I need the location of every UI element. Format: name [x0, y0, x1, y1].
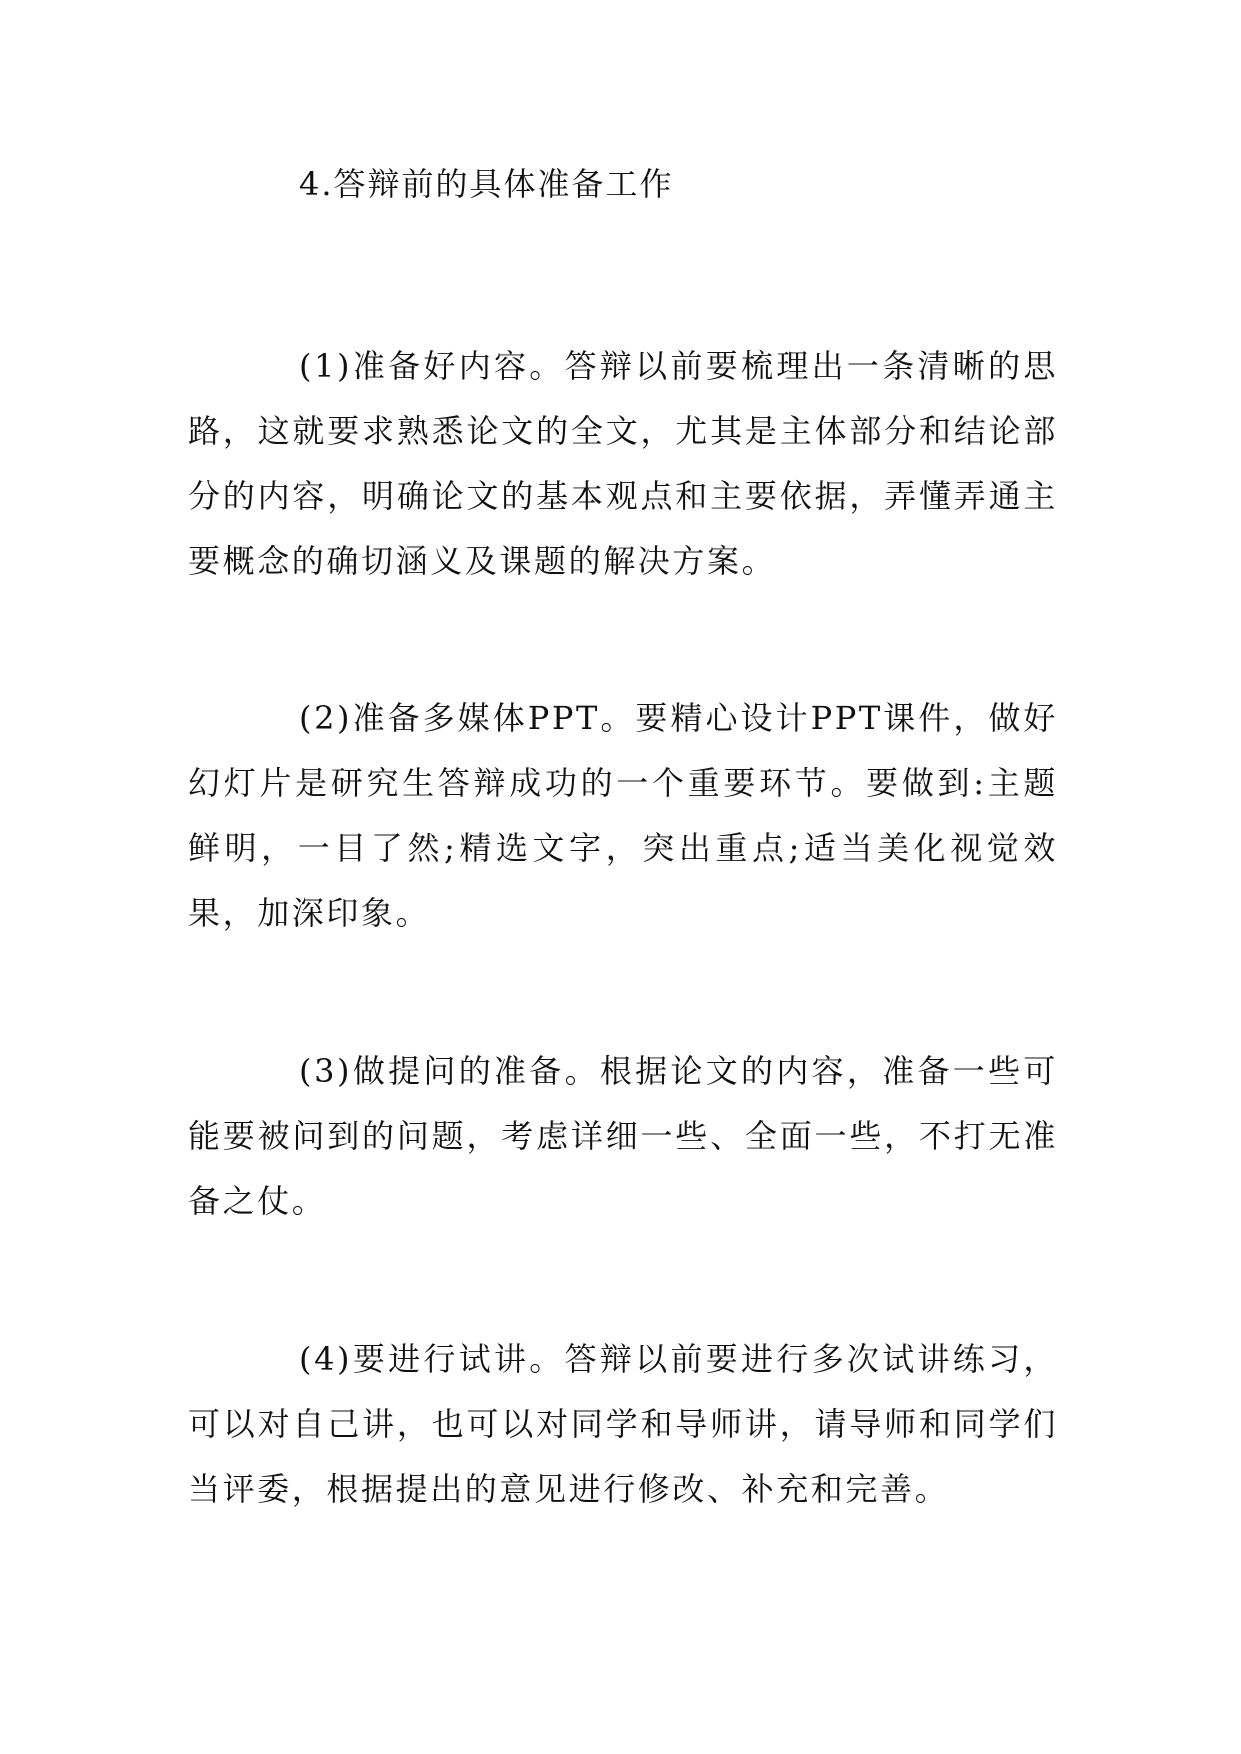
paragraph-prepare-ppt: (2)准备多媒体PPT。要精心设计PPT课件，做好幻灯片是研究生答辩成功的一个重要环节。要做到:主题鲜明，一目了然;精选文字，突出重点;适当美化视觉效果，加深印象。 — [188, 699, 1058, 932]
paragraph-trial-lecture: (4)要进行试讲。答辩以前要进行多次试讲练习，可以对自己讲，也可以对同学和导师讲，请导师和同学们当评委，根据提出的意见进行修改、补充和完善。 — [188, 1340, 1058, 1508]
section-heading: 4.答辩前的具体准备工作 — [299, 165, 674, 203]
paragraph-prepare-content: (1)准备好内容。答辩以前要梳理出一条清晰的思路，这就要求熟悉论文的全文，尤其是主体部分和结论部分的内容，明确论文的基本观点和主要依据，弄懂弄通主要概念的确切涵义及课题的解决方案。 — [188, 347, 1058, 580]
paragraph-prepare-questions: (3)做提问的准备。根据论文的内容，准备一些可能要被问到的问题，考虑详细一些、全面一些，不打无准备之仗。 — [188, 1052, 1058, 1220]
